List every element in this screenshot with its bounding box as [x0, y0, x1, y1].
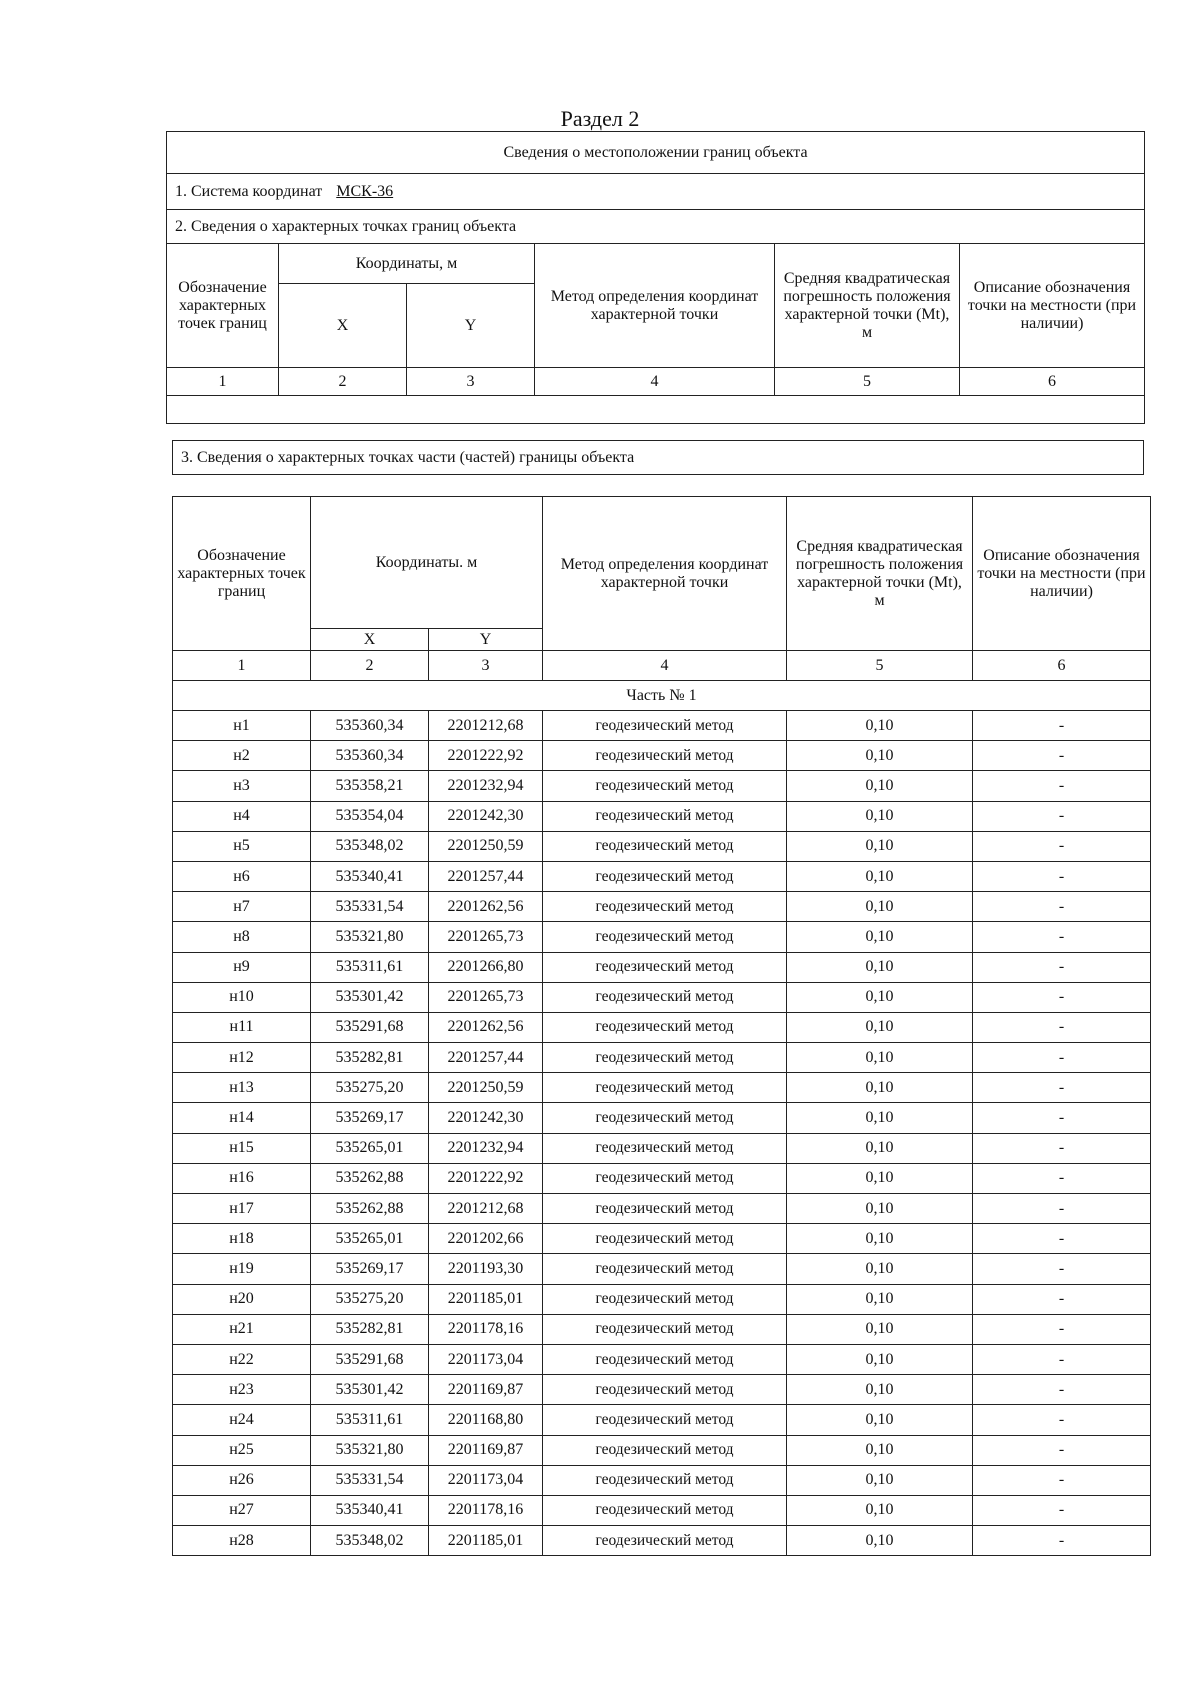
point-id: н1	[173, 711, 311, 741]
description: -	[973, 1375, 1151, 1405]
col-number: 4	[535, 368, 775, 396]
point-id: н7	[173, 892, 311, 922]
coord-x: 535291,68	[311, 1344, 429, 1374]
coord-y: 2201185,01	[429, 1526, 543, 1556]
coord-y: 2201250,59	[429, 831, 543, 861]
point-id: н17	[173, 1194, 311, 1224]
point-id: н3	[173, 771, 311, 801]
coord-y: 2201242,30	[429, 1103, 543, 1133]
description: -	[973, 922, 1151, 952]
table-row	[173, 1314, 1151, 1344]
error-value: 0,10	[787, 1103, 973, 1133]
method: геодезический метод	[543, 892, 787, 922]
col-number: 6	[960, 368, 1145, 396]
method: геодезический метод	[543, 1344, 787, 1374]
point-id: н27	[173, 1495, 311, 1525]
description: -	[973, 952, 1151, 982]
coord-y: 2201257,44	[429, 1043, 543, 1073]
coord-x: 535340,41	[311, 861, 429, 891]
coord-y: 2201212,68	[429, 711, 543, 741]
error-value: 0,10	[787, 1163, 973, 1193]
coord-y: 2201202,66	[429, 1224, 543, 1254]
col-number: 5	[787, 651, 973, 681]
section3-heading-box	[172, 440, 1144, 475]
description: -	[973, 1314, 1151, 1344]
table-row	[173, 861, 1151, 891]
error-value: 0,10	[787, 892, 973, 922]
coord-x: 535265,01	[311, 1224, 429, 1254]
coord-system-label: 1. Система координат	[175, 182, 323, 200]
description: -	[973, 771, 1151, 801]
coord-y: 2201178,16	[429, 1495, 543, 1525]
header-description: Описание обозначения точки на местности (при наличии)	[960, 244, 1145, 368]
point-id: н15	[173, 1133, 311, 1163]
table-row	[173, 1284, 1151, 1314]
coord-x: 535358,21	[311, 771, 429, 801]
coord-y: 2201232,94	[429, 1133, 543, 1163]
error-value: 0,10	[787, 952, 973, 982]
error-value: 0,10	[787, 861, 973, 891]
point-id: н14	[173, 1103, 311, 1133]
col-number: 1	[167, 368, 279, 396]
description: -	[973, 1012, 1151, 1042]
table-row	[173, 952, 1151, 982]
table-row	[173, 1375, 1151, 1405]
point-id: н12	[173, 1043, 311, 1073]
method: геодезический метод	[543, 922, 787, 952]
error-value: 0,10	[787, 1495, 973, 1525]
coord-x: 535331,54	[311, 1465, 429, 1495]
coord-x: 535321,80	[311, 1435, 429, 1465]
table-row	[173, 922, 1151, 952]
table-row	[173, 1405, 1151, 1435]
coord-x: 535331,54	[311, 892, 429, 922]
point-id: н2	[173, 741, 311, 771]
boundary-info-table	[166, 131, 1145, 424]
coord-x: 535282,81	[311, 1043, 429, 1073]
col-number: 1	[173, 651, 311, 681]
point-id: н11	[173, 1012, 311, 1042]
coord-x: 535348,02	[311, 831, 429, 861]
method: геодезический метод	[543, 1163, 787, 1193]
error-value: 0,10	[787, 1254, 973, 1284]
coord-x: 535340,41	[311, 1495, 429, 1525]
table-row	[173, 1465, 1151, 1495]
coord-y: 2201266,80	[429, 952, 543, 982]
table-row	[173, 801, 1151, 831]
description: -	[973, 1526, 1151, 1556]
error-value: 0,10	[787, 1284, 973, 1314]
header-error: Средняя квадратическая погрешность положения характерной точки (Mt), м	[787, 497, 973, 651]
method: геодезический метод	[543, 1465, 787, 1495]
coord-y: 2201262,56	[429, 1012, 543, 1042]
coord-y: 2201265,73	[429, 982, 543, 1012]
coord-x: 535291,68	[311, 1012, 429, 1042]
method: геодезический метод	[543, 1073, 787, 1103]
table-row	[173, 982, 1151, 1012]
header-y: Y	[407, 284, 535, 368]
method: геодезический метод	[543, 1284, 787, 1314]
coord-y: 2201185,01	[429, 1284, 543, 1314]
description: -	[973, 1344, 1151, 1374]
error-value: 0,10	[787, 801, 973, 831]
point-id: н23	[173, 1375, 311, 1405]
table-row	[173, 831, 1151, 861]
point-id: н6	[173, 861, 311, 891]
description: -	[973, 861, 1151, 891]
coord-y: 2201257,44	[429, 861, 543, 891]
coord-x: 535301,42	[311, 982, 429, 1012]
coord-y: 2201178,16	[429, 1314, 543, 1344]
description: -	[973, 1254, 1151, 1284]
coord-y: 2201222,92	[429, 741, 543, 771]
coord-y: 2201265,73	[429, 922, 543, 952]
coord-y: 2201250,59	[429, 1073, 543, 1103]
error-value: 0,10	[787, 1526, 973, 1556]
point-id: н28	[173, 1526, 311, 1556]
point-id: н24	[173, 1405, 311, 1435]
method: геодезический метод	[543, 1254, 787, 1284]
description: -	[973, 1284, 1151, 1314]
point-id: н20	[173, 1284, 311, 1314]
description: -	[973, 1073, 1151, 1103]
error-value: 0,10	[787, 1375, 973, 1405]
header-y: Y	[429, 629, 543, 651]
description: -	[973, 831, 1151, 861]
table-row	[173, 771, 1151, 801]
header-error: Средняя квадратическая погрешность положения характерной точки (Mt), м	[775, 244, 960, 368]
description: -	[973, 1133, 1151, 1163]
point-id: н10	[173, 982, 311, 1012]
description: -	[973, 711, 1151, 741]
col-number: 3	[407, 368, 535, 396]
method: геодезический метод	[543, 1133, 787, 1163]
method: геодезический метод	[543, 1224, 787, 1254]
method: геодезический метод	[543, 1043, 787, 1073]
col-number: 2	[311, 651, 429, 681]
coord-y: 2201173,04	[429, 1344, 543, 1374]
table-row	[173, 1194, 1151, 1224]
point-id: н9	[173, 952, 311, 982]
header-description: Описание обозначения точки на местности (при наличии)	[973, 497, 1151, 651]
header-method: Метод определения координат характерной точки	[535, 244, 775, 368]
coord-x: 535311,61	[311, 952, 429, 982]
method: геодезический метод	[543, 982, 787, 1012]
error-value: 0,10	[787, 922, 973, 952]
description: -	[973, 1495, 1151, 1525]
error-value: 0,10	[787, 1465, 973, 1495]
method: геодезический метод	[543, 711, 787, 741]
error-value: 0,10	[787, 711, 973, 741]
points-heading: 2. Сведения о характерных точках границ объекта	[167, 210, 1145, 244]
table-row	[173, 1043, 1151, 1073]
description: -	[973, 1194, 1151, 1224]
col-number: 4	[543, 651, 787, 681]
table-row	[173, 1073, 1151, 1103]
coord-y: 2201169,87	[429, 1375, 543, 1405]
part-label: Часть № 1	[173, 681, 1151, 711]
description: -	[973, 1435, 1151, 1465]
table-row	[173, 1495, 1151, 1525]
coord-y: 2201232,94	[429, 771, 543, 801]
error-value: 0,10	[787, 1133, 973, 1163]
coord-x: 535262,88	[311, 1194, 429, 1224]
table-body	[173, 711, 1151, 1556]
coord-x: 535282,81	[311, 1314, 429, 1344]
coord-y: 2201262,56	[429, 892, 543, 922]
point-id: н18	[173, 1224, 311, 1254]
error-value: 0,10	[787, 831, 973, 861]
method: геодезический метод	[543, 1405, 787, 1435]
section3-heading: 3. Сведения о характерных точках части (частей) границы объекта	[173, 441, 1144, 475]
col-number: 3	[429, 651, 543, 681]
point-id: н8	[173, 922, 311, 952]
description: -	[973, 1465, 1151, 1495]
coord-x: 535301,42	[311, 1375, 429, 1405]
method: геодезический метод	[543, 1194, 787, 1224]
point-id: н5	[173, 831, 311, 861]
point-id: н13	[173, 1073, 311, 1103]
header-method: Метод определения координат характерной точки	[543, 497, 787, 651]
method: геодезический метод	[543, 1435, 787, 1465]
table-row	[173, 1103, 1151, 1133]
header-coords: Координаты, м	[279, 244, 535, 284]
table-row	[173, 1224, 1151, 1254]
error-value: 0,10	[787, 1043, 973, 1073]
header-designation: Обозначение характерных точек границ	[167, 244, 279, 368]
error-value: 0,10	[787, 741, 973, 771]
col-number: 6	[973, 651, 1151, 681]
header-x: X	[311, 629, 429, 651]
table-row	[173, 1163, 1151, 1193]
method: геодезический метод	[543, 1314, 787, 1344]
coord-x: 535311,61	[311, 1405, 429, 1435]
method: геодезический метод	[543, 952, 787, 982]
coord-y: 2201212,68	[429, 1194, 543, 1224]
section-heading: Сведения о местоположении границ объекта	[167, 132, 1145, 174]
method: геодезический метод	[543, 771, 787, 801]
table-row	[173, 1012, 1151, 1042]
table-row	[173, 741, 1151, 771]
description: -	[973, 982, 1151, 1012]
header-x: X	[279, 284, 407, 368]
description: -	[973, 892, 1151, 922]
error-value: 0,10	[787, 1012, 973, 1042]
coord-x: 535275,20	[311, 1073, 429, 1103]
method: геодезический метод	[543, 1526, 787, 1556]
coord-x: 535275,20	[311, 1284, 429, 1314]
table-row	[173, 1133, 1151, 1163]
coord-x: 535269,17	[311, 1254, 429, 1284]
table-row	[173, 892, 1151, 922]
error-value: 0,10	[787, 1224, 973, 1254]
point-id: н26	[173, 1465, 311, 1495]
page-title: Раздел 2	[560, 106, 640, 131]
description: -	[973, 1224, 1151, 1254]
table-row	[173, 1344, 1151, 1374]
error-value: 0,10	[787, 982, 973, 1012]
description: -	[973, 1103, 1151, 1133]
col-number: 2	[279, 368, 407, 396]
table-row	[173, 1435, 1151, 1465]
coord-x: 535360,34	[311, 741, 429, 771]
table-row	[173, 1254, 1151, 1284]
col-number: 5	[775, 368, 960, 396]
coord-x: 535265,01	[311, 1133, 429, 1163]
coord-y: 2201173,04	[429, 1465, 543, 1495]
error-value: 0,10	[787, 1314, 973, 1344]
coord-system-row	[167, 174, 1145, 210]
method: геодезический метод	[543, 1375, 787, 1405]
coord-x: 535354,04	[311, 801, 429, 831]
method: геодезический метод	[543, 1012, 787, 1042]
error-value: 0,10	[787, 1194, 973, 1224]
header-designation: Обозначение характерных точек границ	[173, 497, 311, 651]
description: -	[973, 801, 1151, 831]
description: -	[973, 1405, 1151, 1435]
table-row	[173, 1526, 1151, 1556]
error-value: 0,10	[787, 1435, 973, 1465]
point-id: н4	[173, 801, 311, 831]
coord-x: 535348,02	[311, 1526, 429, 1556]
description: -	[973, 741, 1151, 771]
method: геодезический метод	[543, 861, 787, 891]
method: геодезический метод	[543, 741, 787, 771]
point-id: н22	[173, 1344, 311, 1374]
coord-system-value: МСК-36	[336, 182, 394, 200]
error-value: 0,10	[787, 1073, 973, 1103]
coord-x: 535360,34	[311, 711, 429, 741]
coord-y: 2201193,30	[429, 1254, 543, 1284]
point-id: н19	[173, 1254, 311, 1284]
part-points-table	[172, 496, 1151, 1556]
description: -	[973, 1163, 1151, 1193]
coord-y: 2201222,92	[429, 1163, 543, 1193]
point-id: н16	[173, 1163, 311, 1193]
coord-y: 2201168,80	[429, 1405, 543, 1435]
error-value: 0,10	[787, 1344, 973, 1374]
error-value: 0,10	[787, 771, 973, 801]
description: -	[973, 1043, 1151, 1073]
error-value: 0,10	[787, 1405, 973, 1435]
method: геодезический метод	[543, 801, 787, 831]
coord-y: 2201169,87	[429, 1435, 543, 1465]
coord-x: 535269,17	[311, 1103, 429, 1133]
method: геодезический метод	[543, 1103, 787, 1133]
coord-x: 535262,88	[311, 1163, 429, 1193]
coord-y: 2201242,30	[429, 801, 543, 831]
empty-row	[167, 396, 1145, 424]
method: геодезический метод	[543, 831, 787, 861]
point-id: н21	[173, 1314, 311, 1344]
method: геодезический метод	[543, 1495, 787, 1525]
header-coords: Координаты. м	[311, 497, 543, 629]
coord-x: 535321,80	[311, 922, 429, 952]
point-id: н25	[173, 1435, 311, 1465]
table-row	[173, 711, 1151, 741]
